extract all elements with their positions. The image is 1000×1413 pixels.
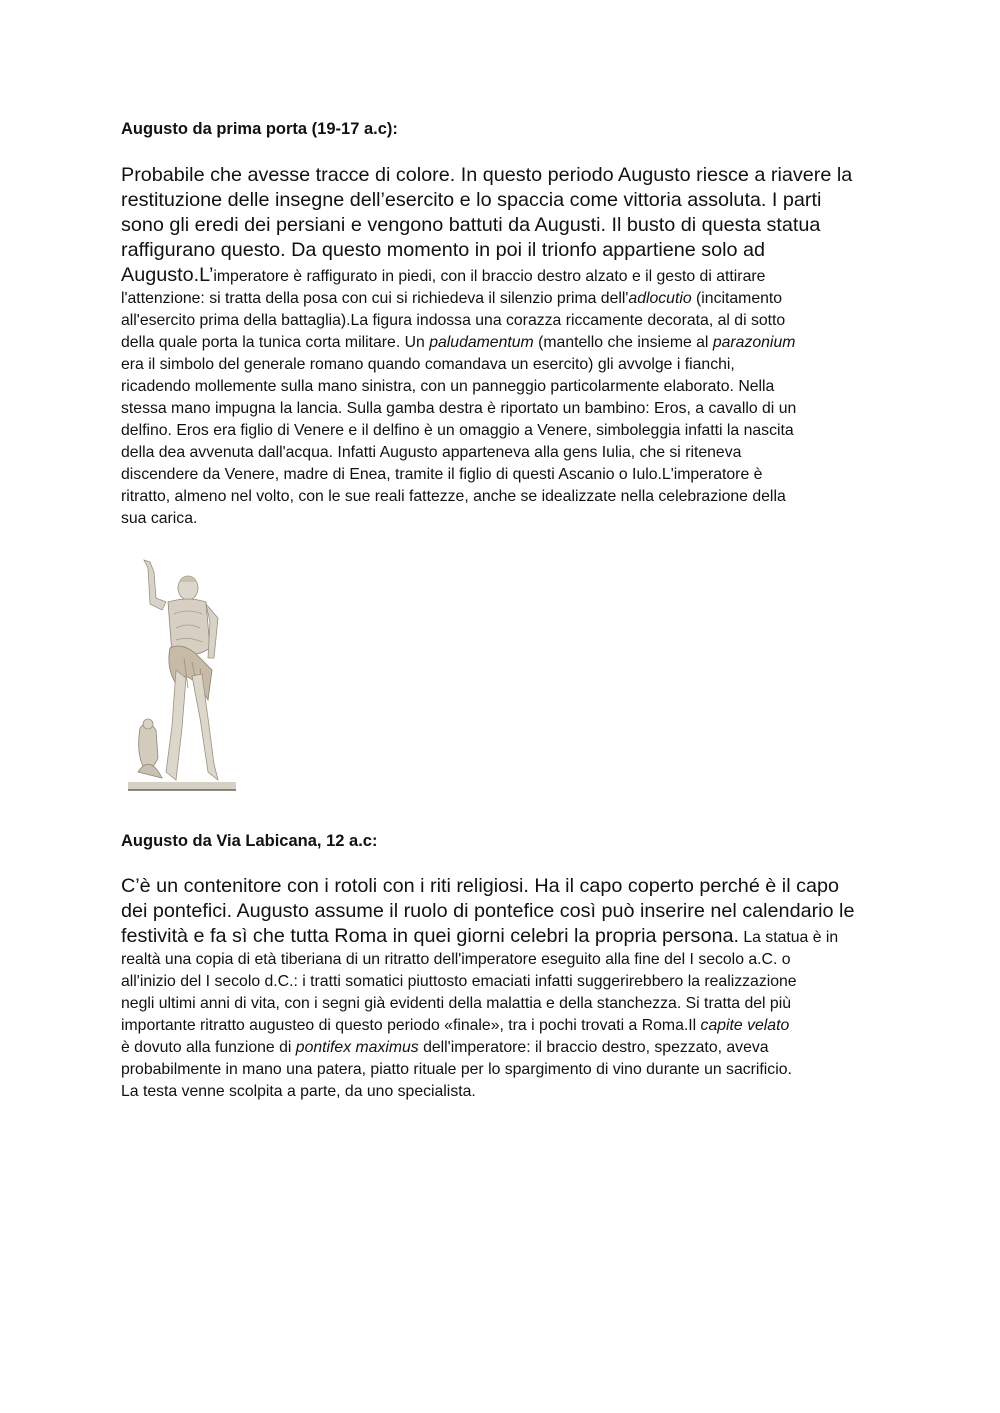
- text-run: Augusto.L’: [121, 264, 214, 286]
- text-line: [121, 1015, 881, 1037]
- text-line: delfino. Eros era figlio di Venere e il delfino è un omaggio a Venere, simboleggia infatti la nascita: [121, 422, 794, 439]
- text-line-mixed: [121, 924, 881, 949]
- text-line: dei pontefici. Augusto assume il ruolo di pontefice così può inserire nel calendario le: [121, 900, 855, 922]
- italic-term: paludamentum: [429, 334, 534, 351]
- text-run: l'attenzione: si tratta della posa con cui si richiedeva il silenzio prima dell': [121, 290, 629, 307]
- text-line: realtà una copia di età tiberiana di un ritratto dell'imperatore eseguito alla fine del I secolo a.C. o: [121, 951, 791, 968]
- text-run: dell'imperatore: il braccio destro, spezzato, aveva: [418, 1039, 769, 1056]
- text-line: all'inizio del I secolo d.C.: i tratti somatici piuttosto emaciati infatti suggerirebbero la realizzazione: [121, 973, 797, 990]
- text-run: (mantello che insieme al: [533, 334, 713, 351]
- text-run: La statua è in: [738, 929, 839, 946]
- text-line: all'esercito prima della battaglia).La figura indossa una corazza riccamente decorata, al di sotto: [121, 312, 786, 329]
- text-line: [121, 288, 881, 310]
- section-title-via-labicana: Augusto da Via Labicana, 12 a.c:: [121, 832, 378, 850]
- text-line: negli ultimi anni di vita, con i segni già evidenti della malattia e della stanchezza. Si tratta del più: [121, 995, 791, 1012]
- text-line: Probabile che avesse tracce di colore. In questo periodo Augusto riesce a riavere la: [121, 164, 853, 186]
- text-run: importante ritratto augusteo di questo periodo «finale», tra i pochi trovati a Roma.Il: [121, 1017, 701, 1034]
- text-run: festività e fa sì che tutta Roma in quei giorni celebri la propria persona.: [121, 925, 739, 947]
- text-run: imperatore è raffigurato in piedi, con il braccio destro alzato e il gesto di attirare: [213, 268, 766, 285]
- text-line: sua carica.: [121, 510, 198, 527]
- text-line: ricadendo mollemente sulla mano sinistra, con un panneggio particolarmente elaborato. Nella: [121, 378, 775, 395]
- section-body-via-labicana: [121, 874, 881, 1103]
- text-line-mixed: [121, 263, 881, 288]
- text-run: è dovuto alla funzione di: [121, 1039, 296, 1056]
- text-run: della quale porta la tunica corta militare. Un: [121, 334, 430, 351]
- italic-term: capite velato: [700, 1017, 790, 1034]
- text-line: restituzione delle insegne dell’esercito e lo spaccia come vittoria assoluta. I parti: [121, 189, 822, 211]
- text-line: ritratto, almeno nel volto, con le sue reali fattezze, anche se idealizzate nella celebrazione della: [121, 488, 786, 505]
- text-line: discendere da Venere, madre di Enea, tramite il figlio di questi Ascanio o Iulo.L'imperatore è: [121, 466, 763, 483]
- text-run: (incitamento: [691, 290, 783, 307]
- text-line: della dea avvenuta dall'acqua. Infatti Augusto apparteneva alla gens Iulia, che si riteneva: [121, 444, 742, 461]
- italic-term: adlocutio: [628, 290, 692, 307]
- section-body-prima-porta: [121, 163, 881, 530]
- text-line: C’è un contenitore con i rotoli con i riti religiosi. Ha il capo coperto perché è il capo: [121, 875, 839, 897]
- text-line: stessa mano impugna la lancia. Sulla gamba destra è riportato un bambino: Eros, a cavallo di un: [121, 400, 797, 417]
- text-line: era il simbolo del generale romano quando comandava un esercito) gli avvolge i fianchi,: [121, 356, 735, 373]
- text-line: probabilmente in mano una patera, piatto rituale per lo spargimento di vino durante un sacrificio.: [121, 1061, 792, 1078]
- text-line: raffigurano questo. Da questo momento in poi il trionfo appartiene solo ad: [121, 239, 766, 261]
- italic-term: parazonium: [712, 334, 796, 351]
- italic-term: pontifex maximus: [295, 1039, 419, 1056]
- text-line: [121, 332, 881, 354]
- section-title-prima-porta: Augusto da prima porta (19-17 a.c):: [121, 120, 398, 138]
- augustus-statue-image: [126, 558, 238, 792]
- text-line: La testa venne scolpita a parte, da uno specialista.: [121, 1083, 476, 1100]
- text-line: sono gli eredi dei persiani e vengono battuti da Augusti. Il busto di questa statua: [121, 214, 821, 236]
- text-line: [121, 1037, 881, 1059]
